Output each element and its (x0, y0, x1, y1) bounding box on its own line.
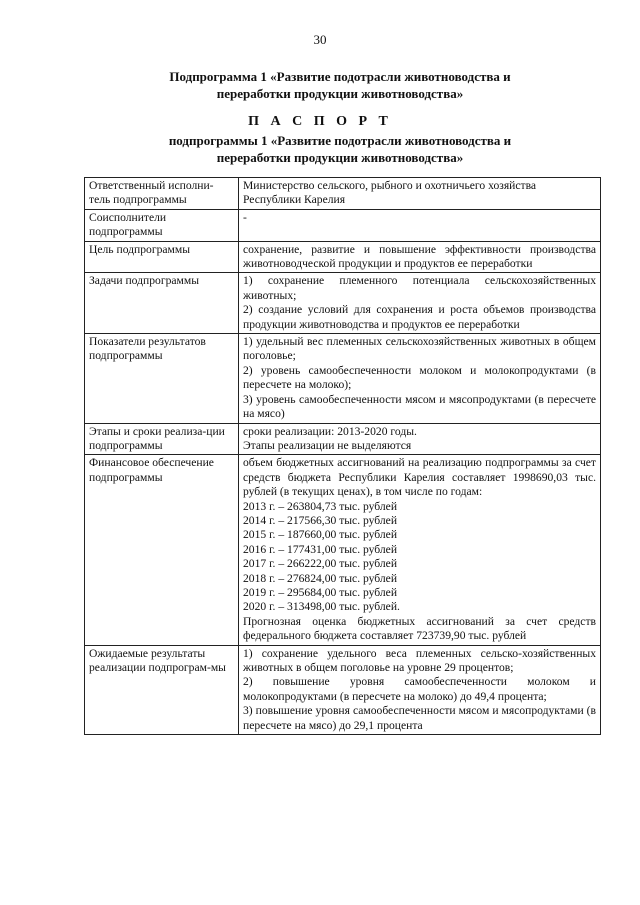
stages-label: Этапы и сроки реализа-ции подпрограммы (85, 423, 239, 455)
financing-year: 2013 г. – 263804,73 тыс. рублей (243, 499, 398, 513)
financing-year: 2019 г. – 295684,00 тыс. рублей (243, 585, 398, 599)
table-row-tasks (85, 273, 601, 334)
passport-heading: П А С П О Р Т (248, 114, 392, 129)
subprogram-title-line-2: переработки продукции животноводства» (216, 86, 464, 101)
financing-value (239, 455, 601, 645)
financing-year: 2014 г. – 217566,30 тыс. рублей (243, 513, 398, 527)
table-row-goal (85, 241, 601, 273)
financing-label: Финансовое обеспечение подпрограммы (85, 455, 239, 645)
responsible-label: Ответственный исполни-тель подпрограммы (85, 178, 239, 210)
expected-value (239, 645, 601, 734)
expected-item: 3) повышение уровня самообеспеченности мясом и мясопродуктами (в пересчете на мясо) до 29,1 процента (243, 704, 596, 732)
table-row-responsible (85, 178, 601, 210)
passport-subtitle-line-2: переработки продукции животноводства» (216, 150, 464, 165)
coexecutors-label: Соисполнители подпрограммы (85, 209, 239, 241)
table-row-indicators (85, 334, 601, 423)
goal-value: сохранение, развитие и повышение эффективности производства животноводческой продукции и продуктов ее переработки (239, 241, 601, 273)
financing-year: 2017 г. – 266222,00 тыс. рублей (243, 557, 398, 571)
expected-item: 2) повышение уровня самообеспеченности молоком и молокопродуктами (в пересчете на молоко) до 49,4 процента; (243, 675, 596, 703)
indicator-item: 1) удельный вес племенных сельскохозяйственных животных в общем поголовье; (243, 335, 596, 363)
responsible-value: Министерство сельского, рыбного и охотничьего хозяйства Республики Карелия (239, 178, 601, 210)
table-row-stages (85, 423, 601, 455)
page-number: 30 (313, 32, 327, 47)
tasks-value (239, 273, 601, 334)
financing-year: 2015 г. – 187660,00 тыс. рублей (243, 528, 398, 542)
indicator-item: 2) уровень самообеспеченности молоком и молокопродуктами (в пересчете на молоко); (243, 363, 596, 392)
subprogram-title (120, 68, 560, 102)
table-row-expected (85, 645, 601, 734)
passport-table (84, 177, 601, 735)
indicators-label: Показатели результатов подпрограммы (85, 334, 239, 423)
task-item: 2) создание условий для сохранения и роста объемов производства продукции животноводства и продуктов ее переработки (243, 303, 596, 331)
financing-intro: объем бюджетных ассигнований на реализацию подпрограммы за счет средств бюджета Республики Карелия составляет 1998690,03 тыс. рублей (в текущих ценах), в том числе по годам: (243, 456, 596, 499)
stages-value (239, 423, 601, 455)
goal-label: Цель подпрограммы (85, 241, 239, 273)
passport-subtitle (120, 132, 560, 166)
financing-year: 2018 г. – 276824,00 тыс. рублей (243, 571, 398, 585)
expected-label: Ожидаемые результаты реализации подпрограм-мы (85, 645, 239, 734)
financing-year: 2016 г. – 177431,00 тыс. рублей (243, 542, 398, 556)
indicators-value (239, 334, 601, 423)
indicator-item: 3) уровень самообеспеченности мясом и мясопродуктами (в пересчете на мясо) (243, 392, 596, 421)
subprogram-title-line-1: Подпрограмма 1 «Развитие подотрасли животноводства и (169, 69, 511, 84)
financing-year: 2020 г. – 313498,00 тыс. рублей. (243, 600, 400, 614)
financing-federal: Прогнозная оценка бюджетных ассигнований за счет средств федерального бюджета составляет 723739,90 тыс. рублей (243, 614, 596, 643)
table-row-financing (85, 455, 601, 645)
stage-item: сроки реализации: 2013-2020 годы. (243, 424, 417, 438)
passport-subtitle-line-1: подпрограммы 1 «Развитие подотрасли животноводства и (168, 133, 512, 148)
tasks-label: Задачи подпрограммы (85, 273, 239, 334)
stage-item: Этапы реализации не выделяются (243, 438, 412, 452)
task-item: 1) сохранение племенного потенциала сельскохозяйственных животных; (243, 274, 596, 302)
expected-item: 1) сохранение удельного веса племенных сельско-хозяйственных животных в общем поголовье на уровне 29 процентов; (243, 646, 596, 674)
coexecutors-value: - (239, 209, 601, 241)
table-row-coexecutors (85, 209, 601, 241)
